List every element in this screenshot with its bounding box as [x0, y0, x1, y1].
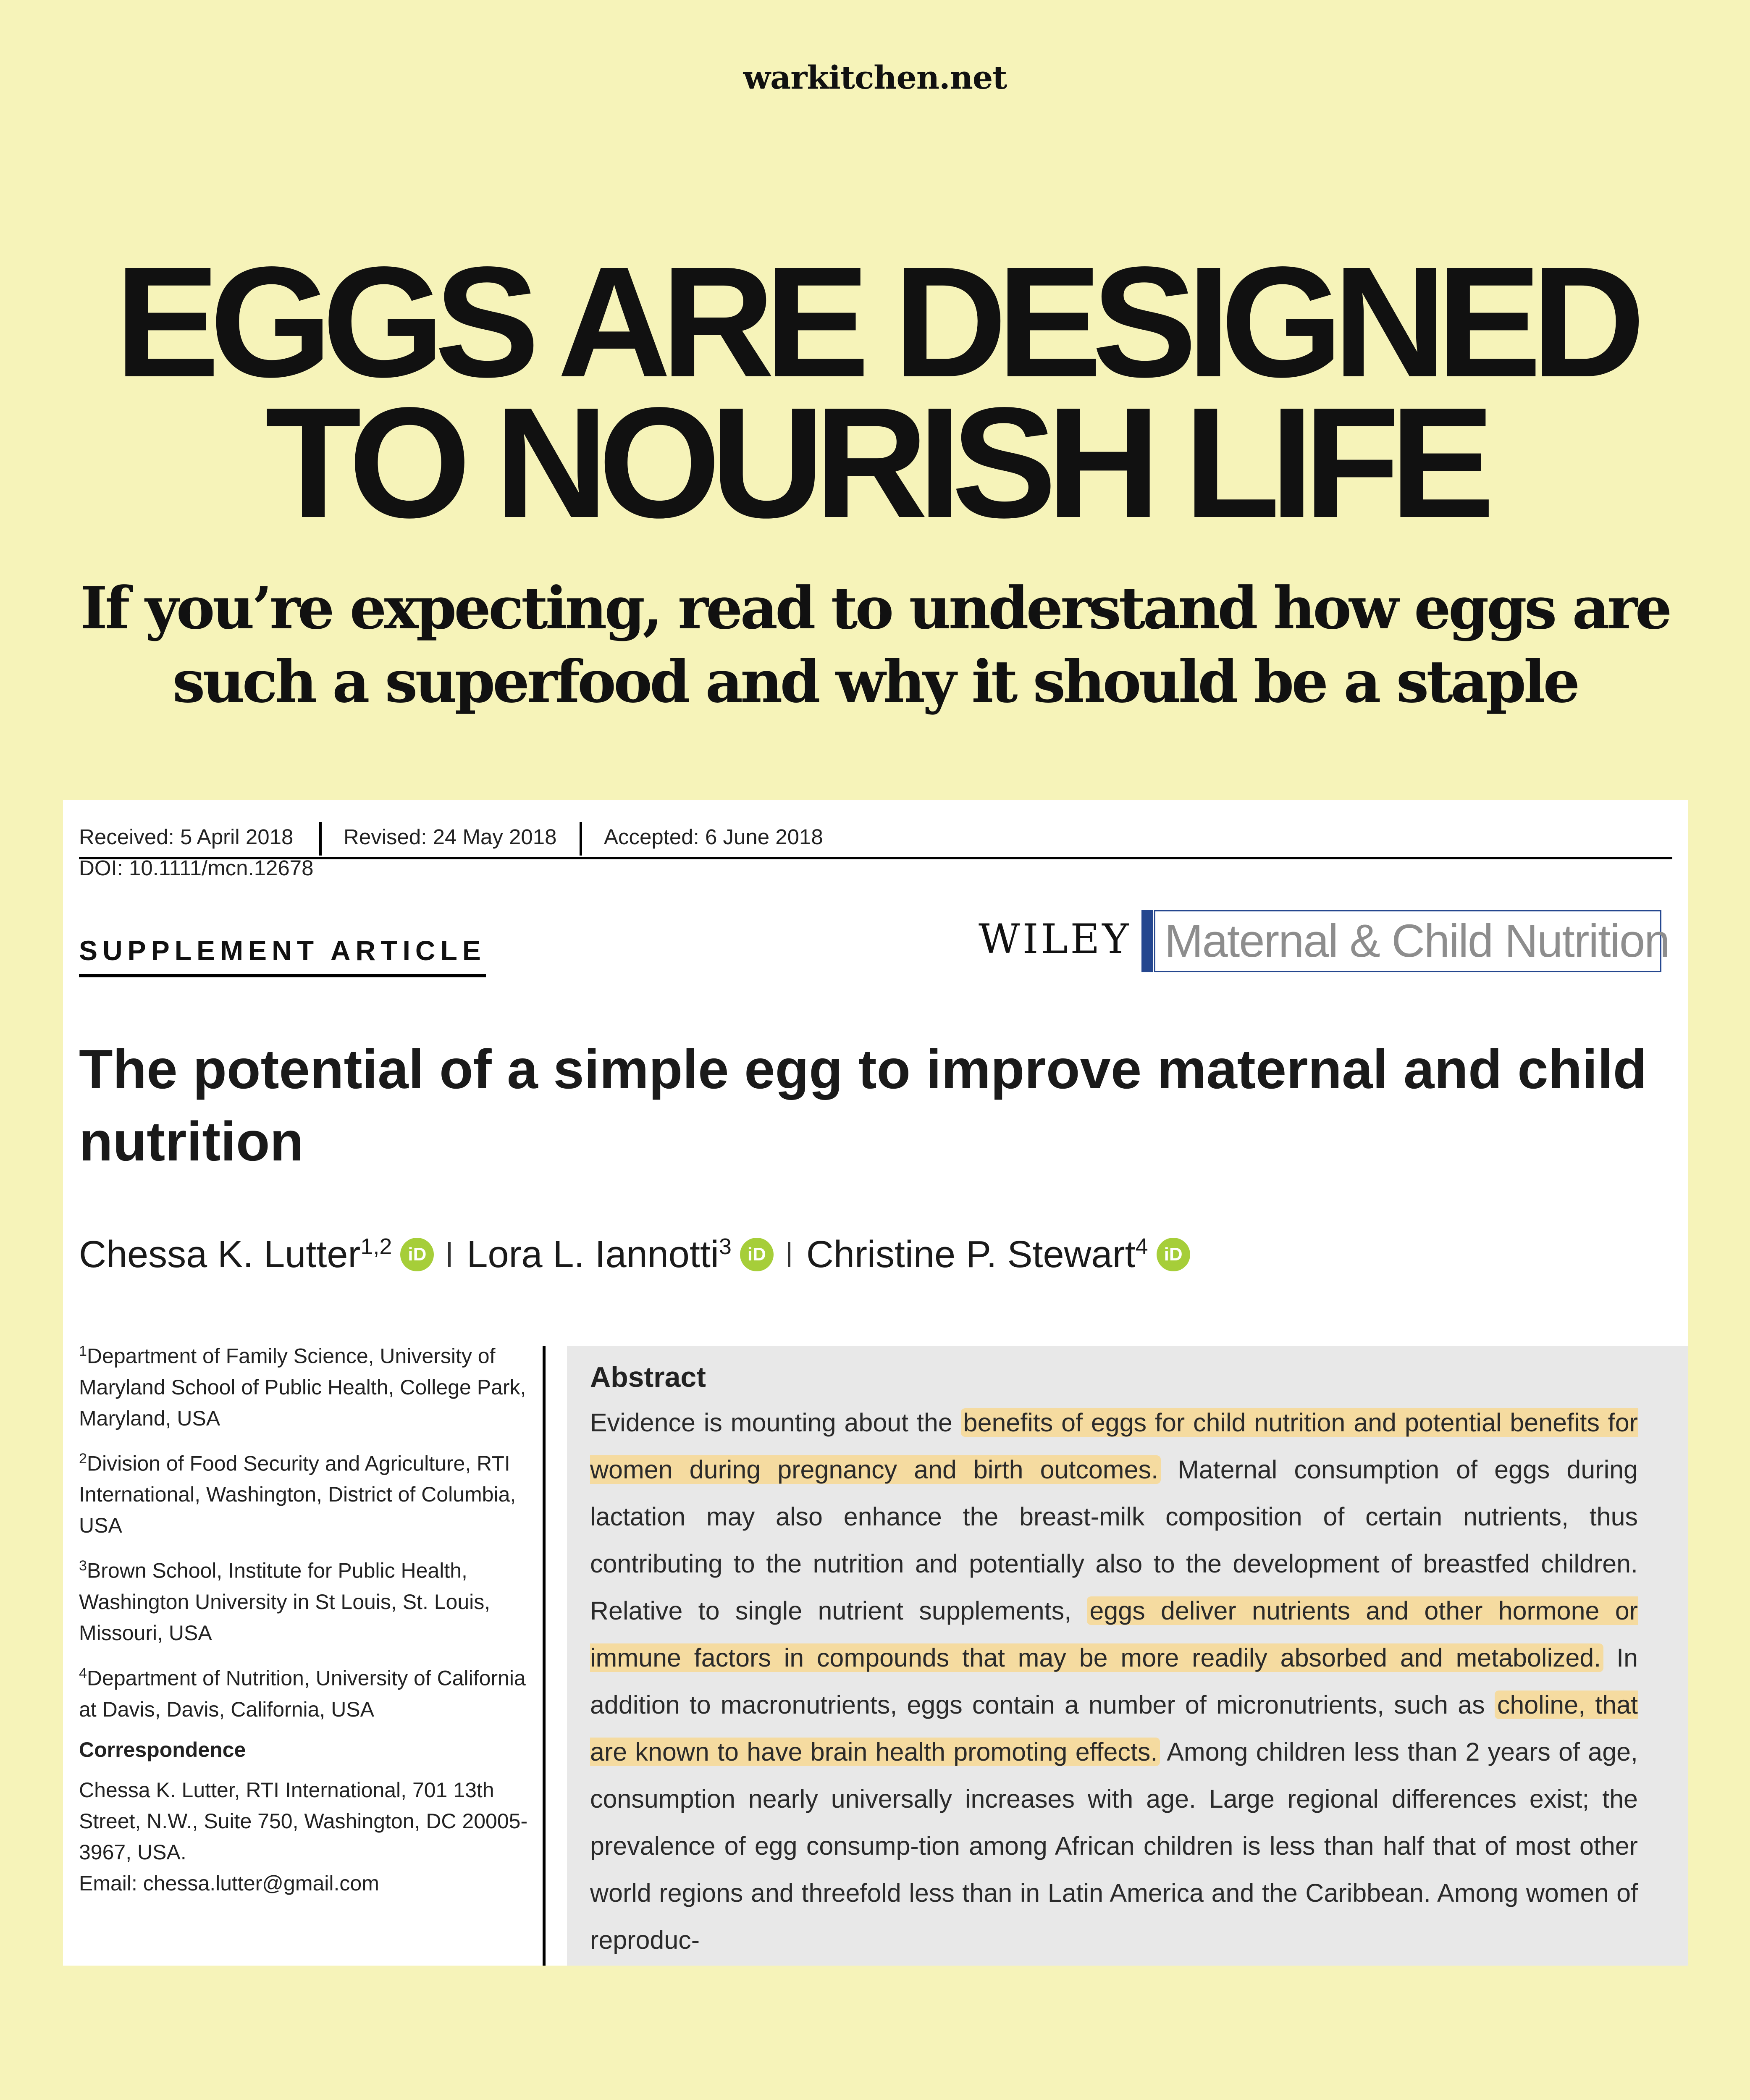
- affiliation: $^1$Department of Family Science, University of Maryland School of Public Health, College Park, Maryland, USA: [79, 1343, 526, 1430]
- subheadline: [0, 571, 1750, 718]
- author[interactable]: Chessa K. Lutter$^{1,2}$: [79, 1233, 392, 1276]
- abstract-heading: Abstract: [590, 1361, 706, 1393]
- affiliation: $^3$Brown School, Institute for Public Health, Washington University in St Louis, St. Louis, Missouri, USA: [79, 1558, 491, 1645]
- affiliation: $^4$Department of Nutrition, University of California at Davis, Davis, California, USA: [79, 1665, 526, 1721]
- affiliation: $^2$Division of Food Security and Agriculture, RTI International, Washington, District of Columbia, USA: [79, 1450, 516, 1538]
- journal-name: Maternal & Child Nutrition: [1154, 910, 1661, 972]
- abstract-highlight: benefits of eggs for child nutrition and potential benefits for women during pregnancy and birth outcomes.: [590, 1408, 1638, 1484]
- headline-line-1: EGGS ARE DESIGNED: [115, 234, 1635, 410]
- column-divider: [543, 1346, 546, 1966]
- affiliations: [79, 1336, 537, 1899]
- article-title: The potential of a simple egg to improve maternal and child nutrition: [79, 1038, 1647, 1172]
- publisher-logo: WILEY: [979, 916, 1131, 963]
- site-url-header[interactable]: warkitchen.net: [743, 59, 1007, 96]
- abstract-segment: Among children less than 2 years of age, consumption nearly universally increases with age. Large regional differences exist; the prevalence of egg consump-tion among African children is less than half that of most other world regions and threefold less than in Latin America and the Caribbean. Among women of reproduc-: [590, 1738, 1638, 1954]
- headline-line-2: TO NOURISH LIFE: [265, 375, 1485, 551]
- subheadline-line-2: such a superfood and why it should be a staple: [172, 647, 1578, 716]
- date-divider: [580, 822, 582, 856]
- revised-date: Revised: 24 May 2018: [344, 825, 557, 849]
- abstract-highlight: choline, that are known to have brain health promoting effects.: [590, 1690, 1638, 1766]
- correspondence-heading: Correspondence: [79, 1738, 246, 1761]
- correspondence-email[interactable]: Email: chessa.lutter@gmail.com: [79, 1871, 379, 1895]
- abstract-segment: In addition to macronutrients, eggs contain a number of micronutrients, such as: [590, 1643, 1638, 1719]
- author-divider: [788, 1242, 790, 1267]
- correspondence-address: Chessa K. Lutter, RTI International, 701 13th Street, N.W., Suite 750, Washington, DC 20005-3967, USA.: [79, 1778, 528, 1864]
- author-divider: [448, 1242, 451, 1267]
- abstract-segment: Maternal consumption of eggs during lactation may also enhance the breast-milk composition of certain nutrients, thus contributing to the nutrition and potentially also to the development of breastfed children. Relative to single nutrient supplements,: [590, 1455, 1638, 1625]
- accepted-date: Accepted: 6 June 2018: [604, 825, 823, 849]
- abstract-box: [567, 1346, 1688, 1966]
- orcid-icon[interactable]: iD: [400, 1238, 434, 1271]
- author[interactable]: Christine P. Stewart$^4$: [806, 1233, 1148, 1276]
- author[interactable]: Lora L. Iannotti$^3$: [467, 1233, 732, 1276]
- orcid-icon[interactable]: iD: [1157, 1238, 1190, 1271]
- received-date: Received: 5 April 2018: [79, 825, 294, 849]
- paper-excerpt: [63, 800, 1688, 1966]
- headline: [0, 234, 1750, 551]
- date-divider: [319, 822, 322, 856]
- orcid-icon[interactable]: iD: [740, 1238, 774, 1271]
- article-type: SUPPLEMENT ARTICLE: [79, 934, 486, 977]
- subheadline-line-1: If you’re expecting, read to understand how eggs are: [80, 574, 1670, 642]
- abstract-segment: Evidence is mounting about the: [590, 1408, 961, 1437]
- abstract-highlight: eggs deliver nutrients and other hormone or immune factors in compounds that may be more readily absorbed and metabolized.: [590, 1596, 1638, 1672]
- abstract-text: [590, 1399, 1638, 1964]
- journal-logo-bar: [1141, 910, 1153, 972]
- doi[interactable]: DOI: 10.1111/mcn.12678: [79, 856, 314, 880]
- author-list: [79, 1231, 1204, 1276]
- article-dates: [79, 813, 1672, 859]
